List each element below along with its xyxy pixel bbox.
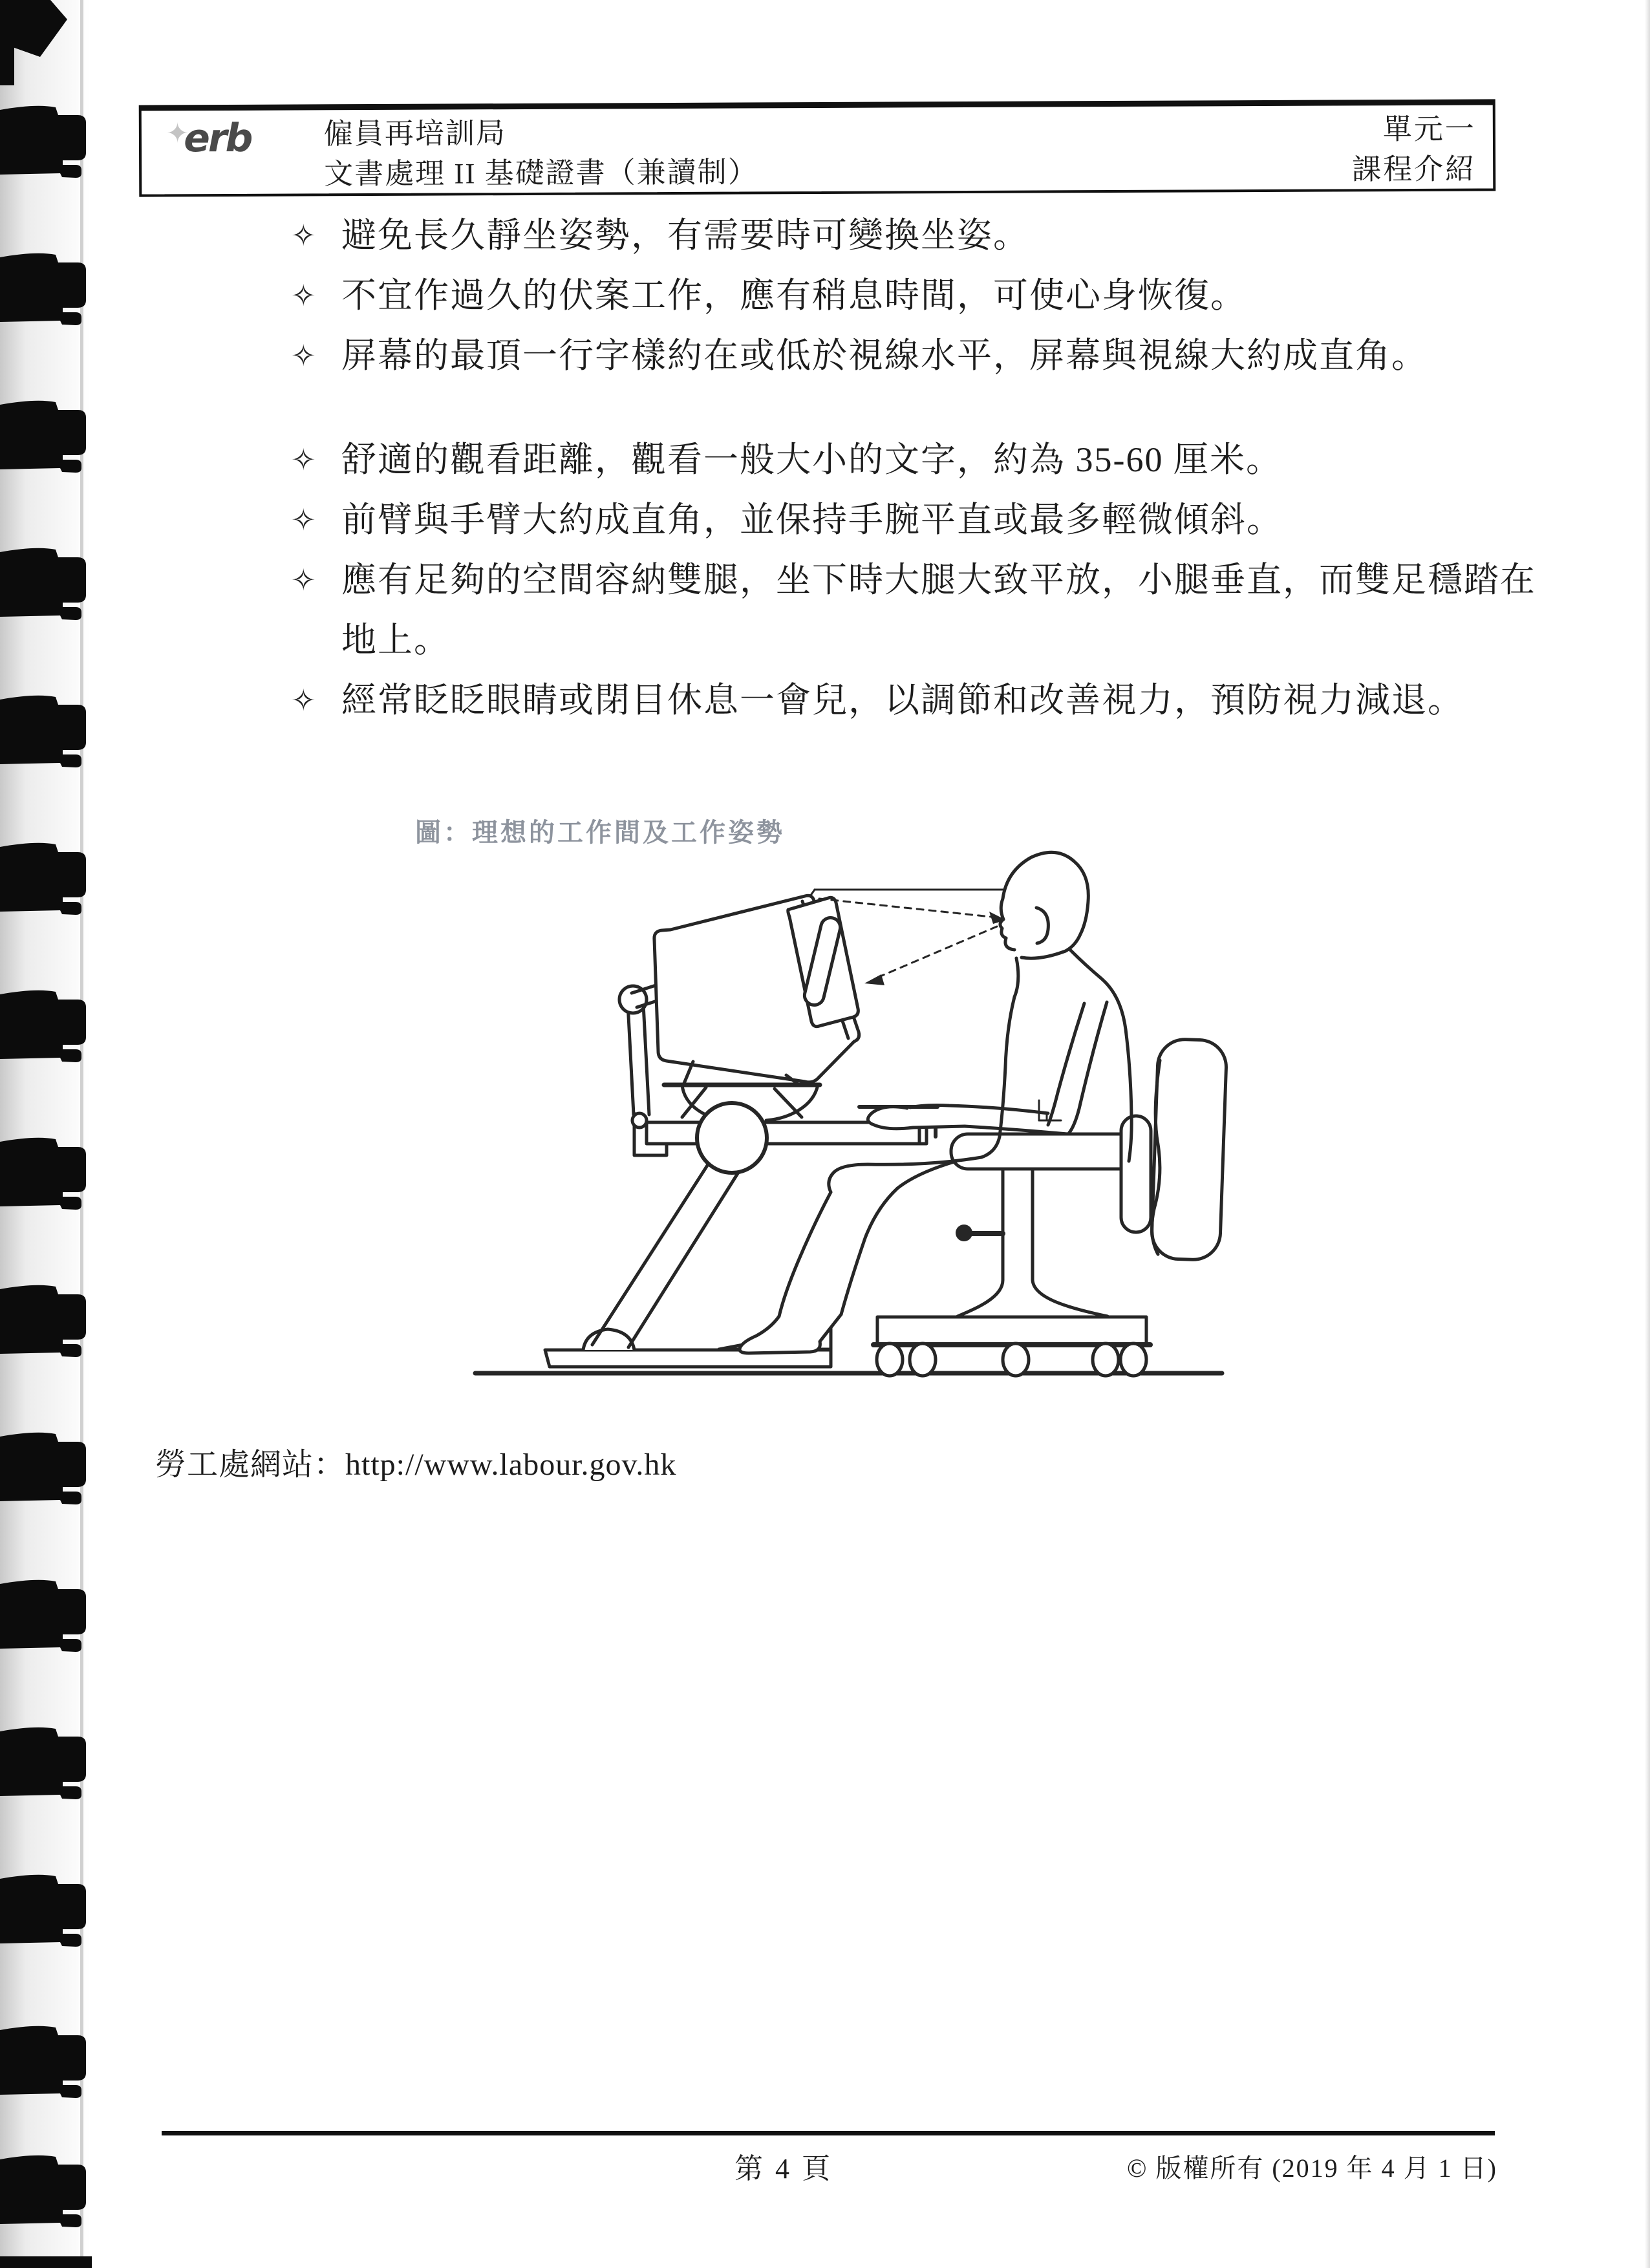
bullet-item	[291, 550, 1552, 670]
bullet-text: 避免長久靜坐姿勢，有需要時可變換坐姿。	[341, 216, 1029, 255]
binding-tooth	[0, 1430, 91, 1506]
header-unit-block	[1352, 109, 1477, 190]
diamond-bullet-icon: ✧	[291, 562, 317, 597]
bullet-item	[291, 206, 1552, 266]
bullet-text: 屏幕的最頂一行字樣約在或低於視線水平，屏幕與視線大約成直角。	[341, 336, 1428, 375]
diamond-bullet-icon: ✧	[291, 502, 317, 537]
binding-bottom-fragment	[0, 2256, 92, 2268]
binding-tooth	[0, 1725, 91, 1801]
binding-tooth	[0, 398, 91, 475]
page-number: 第 4 頁	[734, 2153, 833, 2185]
binding-tooth	[0, 2153, 91, 2229]
org-name: 僱員再培訓局	[323, 117, 507, 151]
bullet-item	[291, 430, 1552, 490]
bullet-text: 舒適的觀看距離，觀看一般大小的文字，約為 35-60 厘米。	[341, 440, 1282, 479]
binding-tooth	[0, 251, 91, 327]
diamond-bullet-icon: ✧	[291, 338, 317, 373]
figure-caption: 圖：理想的工作間及工作姿勢	[415, 818, 785, 848]
bullet-item	[291, 266, 1552, 326]
diamond-bullet-icon: ✧	[291, 218, 317, 253]
binding-tooth	[0, 988, 91, 1064]
erb-star-icon: ✦	[166, 117, 189, 149]
binding-tooth	[0, 1872, 91, 1949]
erb-logo	[166, 116, 252, 162]
diamond-bullet-icon: ✧	[291, 278, 317, 313]
binding-tooth	[0, 1578, 91, 1654]
binding-tooth	[0, 693, 91, 769]
binding-tooth	[0, 103, 91, 180]
binding-corner-fragment	[0, 0, 91, 97]
bullet-text: 應有足夠的空間容納雙腿，坐下時大腿大致平放，小腿垂直，而雙足穩踏在地上。	[341, 561, 1536, 659]
bullet-text: 經常眨眨眼睛或閉目休息一會兒，以調節和改善視力，預防視力減退。	[341, 681, 1464, 720]
header-titles	[324, 112, 758, 194]
scan-right-edge	[1645, 0, 1650, 2268]
bullet-item	[291, 326, 1552, 386]
course-name: 文書處理 II 基礎證書（兼讀制）	[324, 156, 758, 191]
copyright-line: © 版權所有 (2019 年 4 月 1 日)	[1126, 2154, 1497, 2183]
diamond-bullet-icon: ✧	[291, 683, 317, 718]
ergonomics-bullet-list	[291, 206, 1552, 731]
binding-tooth	[0, 2024, 91, 2100]
binding-tooth	[0, 1283, 91, 1359]
page-header	[139, 99, 1496, 197]
binding-tooth	[0, 840, 91, 917]
bullet-text: 前臂與手臂大約成直角，並保持手腕平直或最多輕微傾斜。	[341, 500, 1283, 539]
binding-tooth	[0, 1135, 91, 1212]
bullet-item	[291, 490, 1552, 550]
unit-label: 單元一	[1382, 112, 1476, 146]
section-label: 課程介紹	[1352, 153, 1477, 186]
bullet-item	[291, 670, 1552, 731]
footer-rule	[162, 2131, 1495, 2135]
binding-tooth	[0, 546, 91, 622]
bullet-text: 不宜作過久的伏案工作，應有稍息時間，可使心身恢復。	[341, 276, 1247, 315]
diamond-bullet-icon: ✧	[291, 442, 317, 477]
labour-website-line: 勞工處網站：http://www.labour.gov.hk	[155, 1448, 677, 1482]
erb-logo-text: erb	[183, 115, 252, 162]
workstation-illustration	[453, 834, 1261, 1403]
